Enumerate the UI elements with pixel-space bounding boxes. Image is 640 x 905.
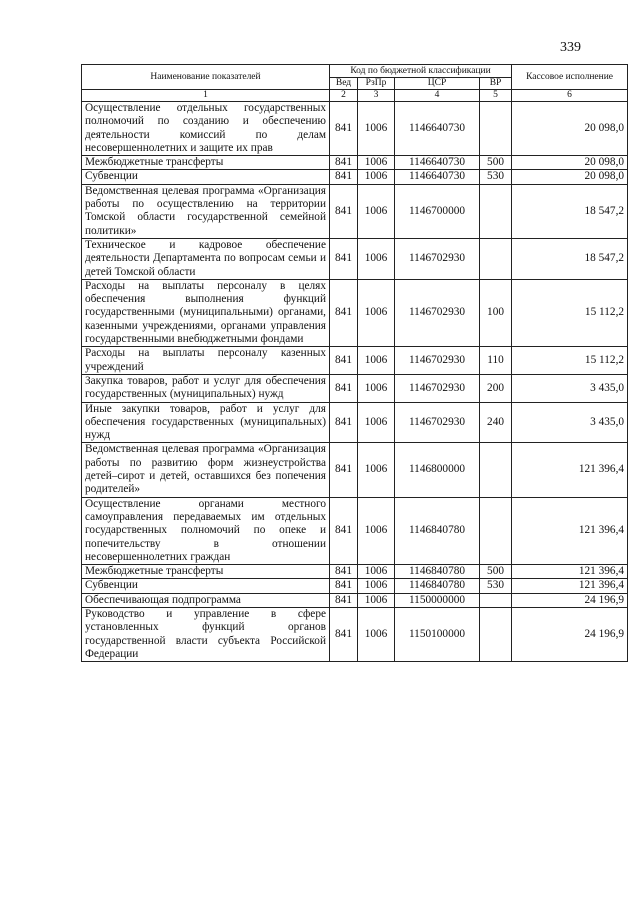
row-vr bbox=[480, 102, 512, 156]
table-row bbox=[82, 443, 628, 497]
row-amount: 20 098,0 bbox=[512, 102, 628, 156]
row-vr bbox=[480, 238, 512, 279]
row-vr: 500 bbox=[480, 156, 512, 170]
row-rzpr: 1006 bbox=[358, 443, 395, 497]
row-amount: 24 196,9 bbox=[512, 593, 628, 607]
row-ved: 841 bbox=[330, 565, 358, 579]
row-ved: 841 bbox=[330, 402, 358, 443]
row-ved: 841 bbox=[330, 347, 358, 375]
table-row bbox=[82, 497, 628, 564]
row-name: Обеспечивающая подпрограмма bbox=[82, 593, 330, 607]
row-vr: 530 bbox=[480, 170, 512, 184]
row-rzpr: 1006 bbox=[358, 184, 395, 238]
header-rzpr: РзПр bbox=[358, 78, 395, 90]
row-rzpr: 1006 bbox=[358, 170, 395, 184]
row-vr bbox=[480, 497, 512, 564]
table-row bbox=[82, 170, 628, 184]
row-amount: 18 547,2 bbox=[512, 184, 628, 238]
row-csr: 1146640730 bbox=[395, 102, 480, 156]
table-row bbox=[82, 184, 628, 238]
row-name: Межбюджетные трансферты bbox=[82, 156, 330, 170]
column-number-row bbox=[82, 90, 628, 102]
row-csr: 1146640730 bbox=[395, 170, 480, 184]
row-name: Ведомственная целевая программа «Организация работы по осуществлению на территории Томской области государственной семейной политики» bbox=[82, 184, 330, 238]
row-vr bbox=[480, 443, 512, 497]
row-ved: 841 bbox=[330, 579, 358, 593]
row-amount: 121 396,4 bbox=[512, 443, 628, 497]
row-ved: 841 bbox=[330, 607, 358, 661]
row-vr bbox=[480, 607, 512, 661]
row-ved: 841 bbox=[330, 374, 358, 402]
column-number: 3 bbox=[358, 90, 395, 102]
row-rzpr: 1006 bbox=[358, 279, 395, 346]
row-amount: 24 196,9 bbox=[512, 607, 628, 661]
row-ved: 841 bbox=[330, 279, 358, 346]
row-name: Закупка товаров, работ и услуг для обеспечения государственных (муниципальных) нужд bbox=[82, 374, 330, 402]
row-rzpr: 1006 bbox=[358, 402, 395, 443]
row-rzpr: 1006 bbox=[358, 102, 395, 156]
row-rzpr: 1006 bbox=[358, 156, 395, 170]
row-name: Субвенции bbox=[82, 170, 330, 184]
row-csr: 1146640730 bbox=[395, 156, 480, 170]
row-ved: 841 bbox=[330, 593, 358, 607]
table-row bbox=[82, 579, 628, 593]
row-rzpr: 1006 bbox=[358, 347, 395, 375]
row-name: Иные закупки товаров, работ и услуг для обеспечения государственных (муниципальных) нужд bbox=[82, 402, 330, 443]
row-name: Межбюджетные трансферты bbox=[82, 565, 330, 579]
row-csr: 1150100000 bbox=[395, 607, 480, 661]
row-ved: 841 bbox=[330, 102, 358, 156]
table-row bbox=[82, 565, 628, 579]
table-row bbox=[82, 347, 628, 375]
row-vr: 240 bbox=[480, 402, 512, 443]
column-number: 6 bbox=[512, 90, 628, 102]
row-name: Осуществление отдельных государственных полномочий по созданию и обеспечению деятельности комиссий по делам несовершеннолетних и защите их прав bbox=[82, 102, 330, 156]
table-row bbox=[82, 102, 628, 156]
row-name: Расходы на выплаты персоналу в целях обеспечения выполнения функций государственными (муниципальными) органами, казенными учреждениями, органами управления государственными внебюджетными фондами bbox=[82, 279, 330, 346]
row-vr bbox=[480, 593, 512, 607]
row-csr: 1150000000 bbox=[395, 593, 480, 607]
column-number: 4 bbox=[395, 90, 480, 102]
column-number: 5 bbox=[480, 90, 512, 102]
table-row bbox=[82, 593, 628, 607]
row-vr: 110 bbox=[480, 347, 512, 375]
row-vr: 100 bbox=[480, 279, 512, 346]
row-amount: 121 396,4 bbox=[512, 565, 628, 579]
row-ved: 841 bbox=[330, 497, 358, 564]
row-amount: 3 435,0 bbox=[512, 402, 628, 443]
row-vr bbox=[480, 184, 512, 238]
row-rzpr: 1006 bbox=[358, 497, 395, 564]
row-csr: 1146840780 bbox=[395, 579, 480, 593]
row-csr: 1146840780 bbox=[395, 565, 480, 579]
table-row bbox=[82, 374, 628, 402]
row-amount: 18 547,2 bbox=[512, 238, 628, 279]
table-row bbox=[82, 156, 628, 170]
row-amount: 121 396,4 bbox=[512, 579, 628, 593]
row-vr: 500 bbox=[480, 565, 512, 579]
row-name: Расходы на выплаты персоналу казенных учреждений bbox=[82, 347, 330, 375]
row-rzpr: 1006 bbox=[358, 565, 395, 579]
row-name: Техническое и кадровое обеспечение деятельности Департамента по вопросам семьи и детей Томской области bbox=[82, 238, 330, 279]
row-amount: 3 435,0 bbox=[512, 374, 628, 402]
row-name: Руководство и управление в сфере установленных функций органов государственной власти субъекта Российской Федерации bbox=[82, 607, 330, 661]
row-csr: 1146702930 bbox=[395, 279, 480, 346]
row-csr: 1146840780 bbox=[395, 497, 480, 564]
row-ved: 841 bbox=[330, 184, 358, 238]
row-csr: 1146700000 bbox=[395, 184, 480, 238]
row-ved: 841 bbox=[330, 156, 358, 170]
row-ved: 841 bbox=[330, 443, 358, 497]
row-amount: 20 098,0 bbox=[512, 156, 628, 170]
row-amount: 121 396,4 bbox=[512, 497, 628, 564]
row-amount: 15 112,2 bbox=[512, 279, 628, 346]
row-vr: 200 bbox=[480, 374, 512, 402]
row-rzpr: 1006 bbox=[358, 607, 395, 661]
row-amount: 15 112,2 bbox=[512, 347, 628, 375]
row-rzpr: 1006 bbox=[358, 579, 395, 593]
row-name: Осуществление органами местного самоуправления передаваемых им отдельных государственных полномочий по опеке и попечительству в отношении несовершеннолетних граждан bbox=[82, 497, 330, 564]
header-row bbox=[82, 65, 628, 78]
row-vr: 530 bbox=[480, 579, 512, 593]
row-csr: 1146702930 bbox=[395, 238, 480, 279]
row-ved: 841 bbox=[330, 238, 358, 279]
row-rzpr: 1006 bbox=[358, 238, 395, 279]
column-number: 2 bbox=[330, 90, 358, 102]
row-csr: 1146702930 bbox=[395, 347, 480, 375]
row-name: Субвенции bbox=[82, 579, 330, 593]
row-name: Ведомственная целевая программа «Организация работы по развитию форм жизнеустройства детей–сирот и детей, оставшихся без попечения родителей» bbox=[82, 443, 330, 497]
budget-table bbox=[81, 64, 628, 662]
header-csr: ЦСР bbox=[395, 78, 480, 90]
header-code-group: Код по бюджетной классификации bbox=[330, 65, 512, 78]
row-rzpr: 1006 bbox=[358, 593, 395, 607]
header-name: Наименование показателей bbox=[82, 65, 330, 90]
row-amount: 20 098,0 bbox=[512, 170, 628, 184]
table-row bbox=[82, 607, 628, 661]
header-vr: ВР bbox=[480, 78, 512, 90]
header-ved: Вед bbox=[330, 78, 358, 90]
page-number: 339 bbox=[560, 40, 581, 55]
row-ved: 841 bbox=[330, 170, 358, 184]
table-row bbox=[82, 279, 628, 346]
table-row bbox=[82, 402, 628, 443]
table-row bbox=[82, 238, 628, 279]
column-number: 1 bbox=[82, 90, 330, 102]
header-amount: Кассовое исполнение bbox=[512, 65, 628, 90]
row-csr: 1146800000 bbox=[395, 443, 480, 497]
row-csr: 1146702930 bbox=[395, 402, 480, 443]
row-csr: 1146702930 bbox=[395, 374, 480, 402]
row-rzpr: 1006 bbox=[358, 374, 395, 402]
